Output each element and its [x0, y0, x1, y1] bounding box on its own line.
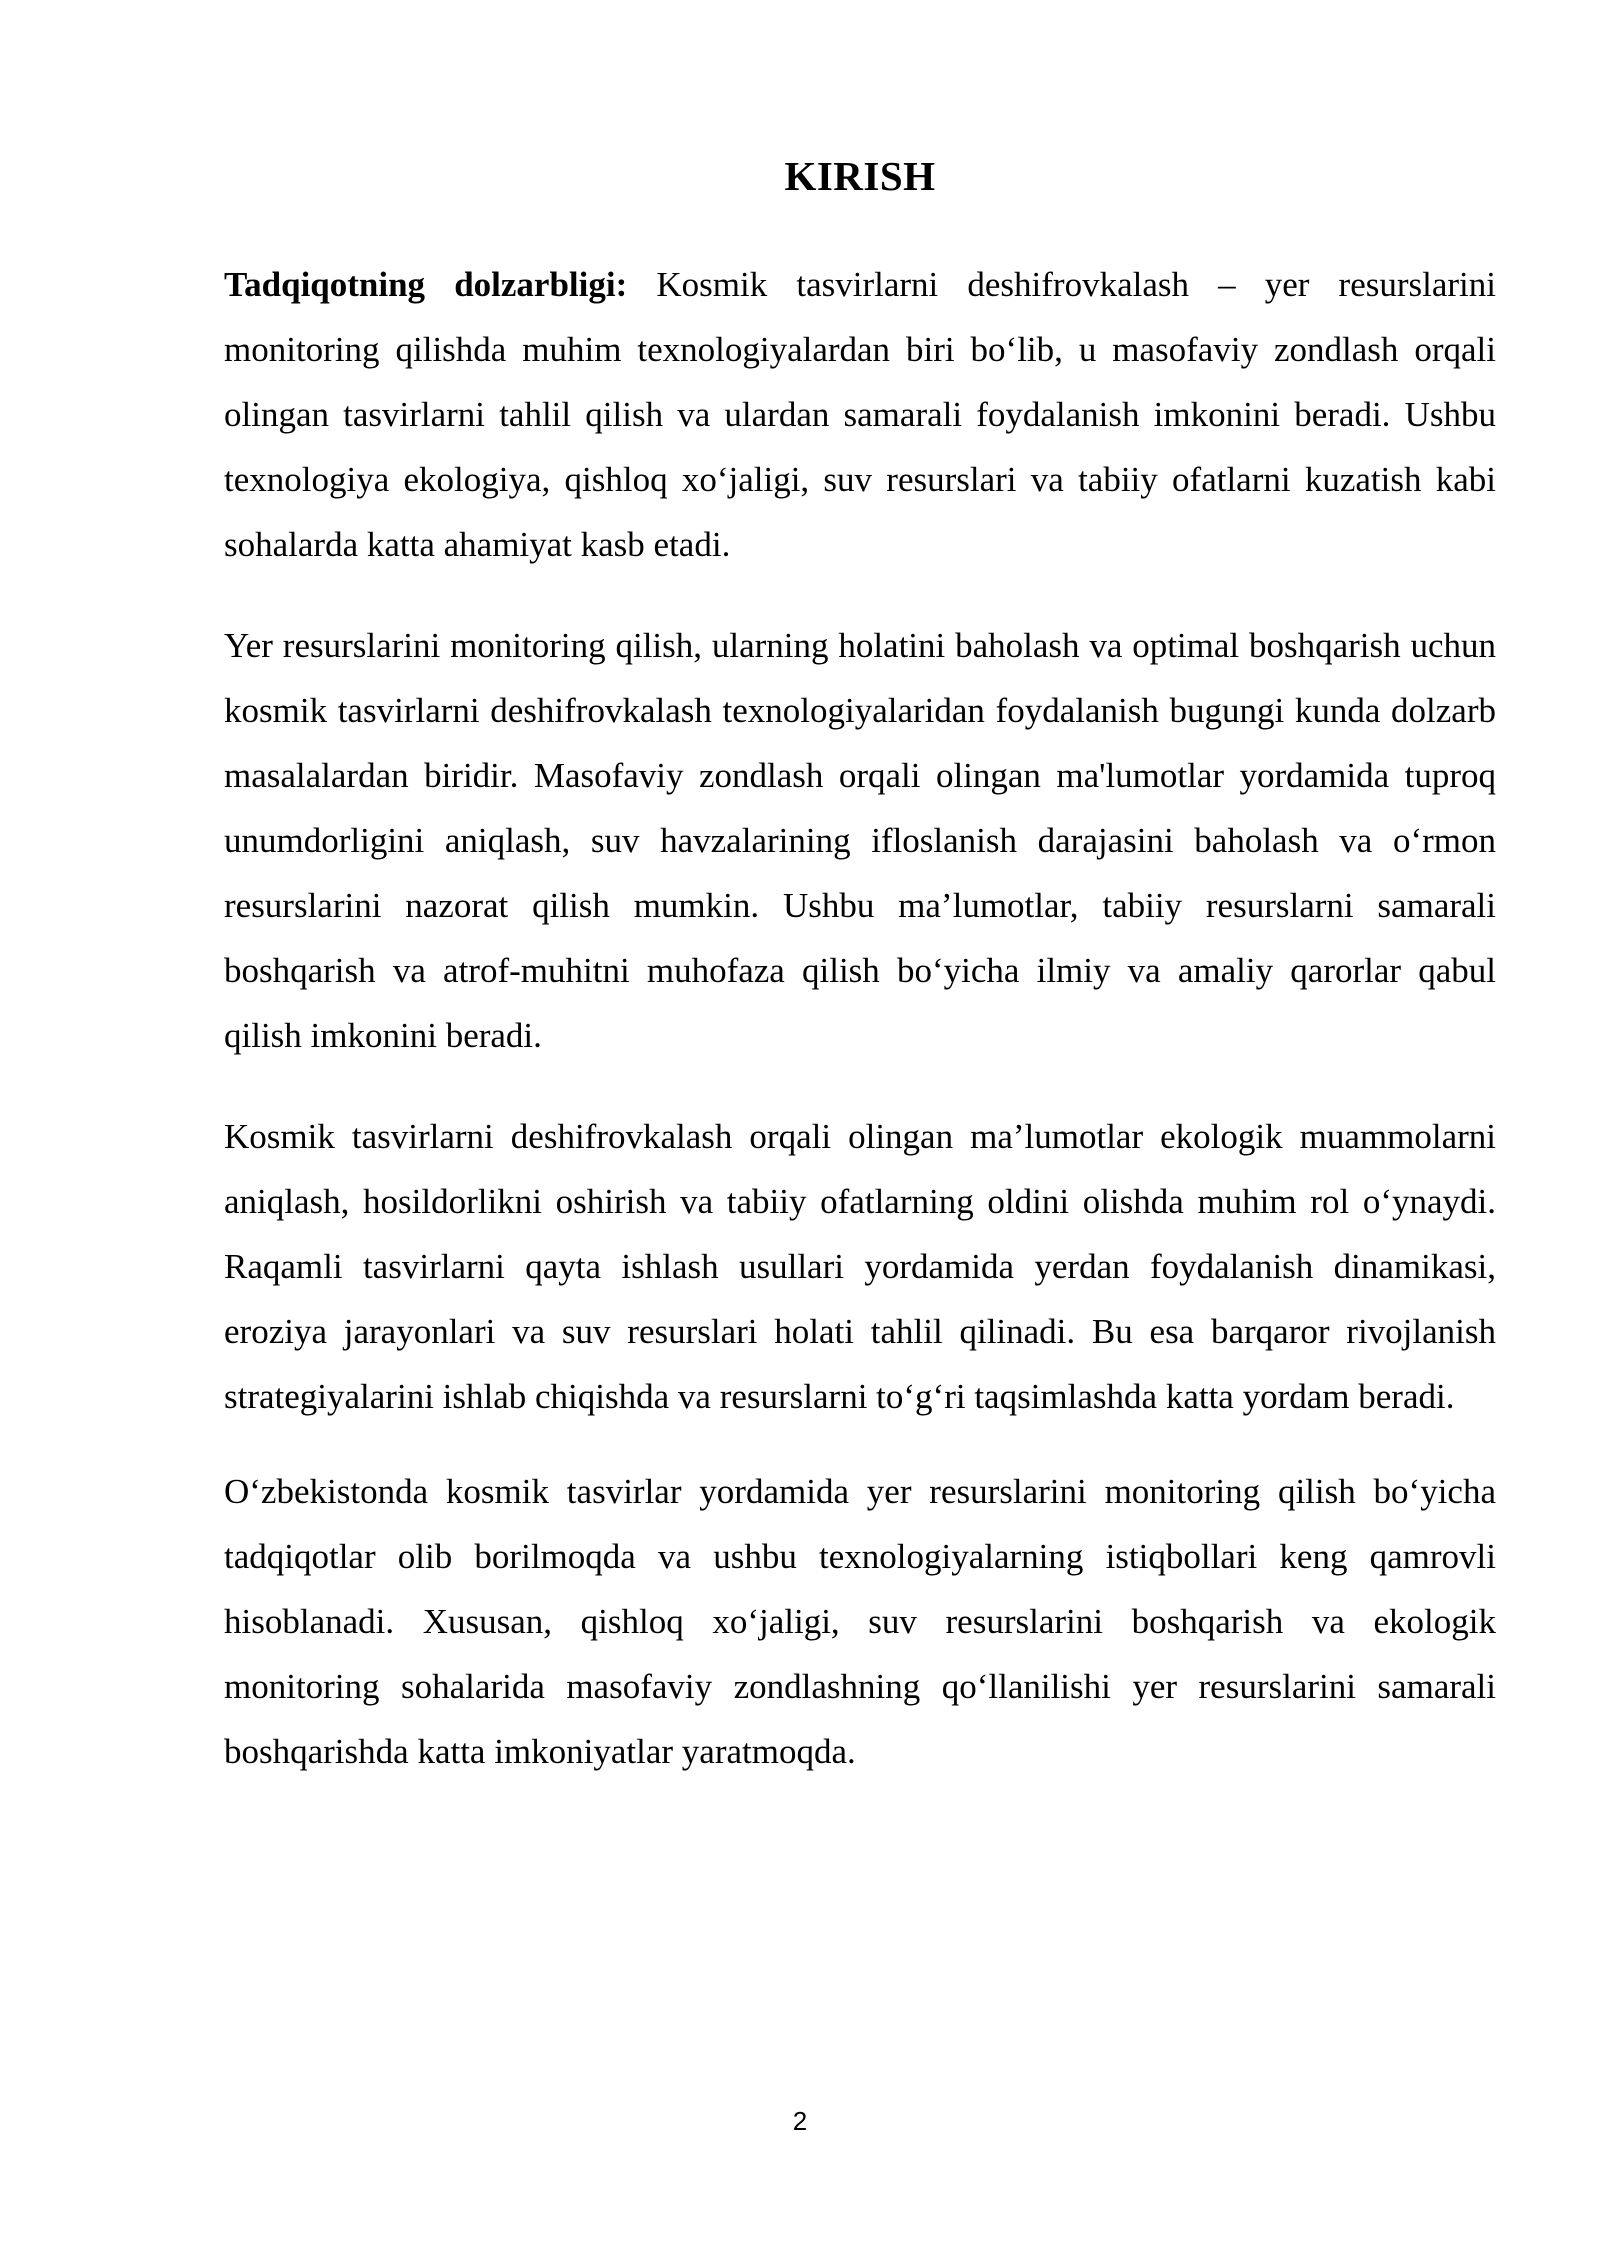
- paragraph-4-text: O‘zbekistonda kosmik tasvirlar yordamida yer resurslarini monitoring qilish bo‘yicha tadqiqotlar olib borilmoqda va ushbu texnologiyalarning istiqbollari keng qamrovli hisoblanadi. Xususan, qishloq xo‘jaligi, suv resurslarini boshqarish va ekologik monitoring sohalarida masofaviy zondlashning qo‘llanilishi yer resurslarini samarali boshqarishda katta imkoniyatlar yaratmoqda.: [224, 1472, 1496, 1771]
- paragraph-1: [224, 252, 1496, 577]
- paragraph-1-lead-label: Tadqiqotning dolzarbligi:: [224, 265, 628, 304]
- paragraph-4: [224, 1459, 1496, 1784]
- page-number: 2: [792, 2106, 808, 2136]
- paragraph-1-text: Kosmik tasvirlarni deshifrovkalash – yer resurslarini monitoring qilishda muhim texnologiyalardan biri bo‘lib, u masofaviy zondlash orqali olingan tasvirlarni tahlil qilish va ulardan samarali foydalanish imkonini beradi. Ushbu texnologiya ekologiya, qishloq xo‘jaligi, suv resurslari va tabiiy ofatlarni kuzatish kabi sohalarda katta ahamiyat kasb etadi.: [224, 265, 1496, 564]
- paragraph-2: [224, 613, 1496, 1068]
- paragraph-3: [224, 1104, 1496, 1429]
- paragraph-2-text: Yer resurslarini monitoring qilish, ularning holatini baholash va optimal boshqarish uchun kosmik tasvirlarni deshifrovkalash texnologiyalaridan foydalanish bugungi kunda dolzarb masalalardan biridir. Masofaviy zondlash orqali olingan ma'lumotlar yordamida tuproq unumdorligini aniqlash, suv havzalarining ifloslanish darajasini baholash va o‘rmon resurslarini nazorat qilish mumkin. Ushbu ma’lumotlar, tabiiy resurslarni samarali boshqarish va atrof-muhitni muhofaza qilish bo‘yicha ilmiy va amaliy qarorlar qabul qilish imkonini beradi.: [224, 626, 1496, 1055]
- document-body: [224, 0, 1496, 1784]
- page-title: KIRISH: [784, 153, 936, 199]
- paragraph-3-text: Kosmik tasvirlarni deshifrovkalash orqali olingan ma’lumotlar ekologik muammolarni aniqlash, hosildorlikni oshirish va tabiiy ofatlarning oldini olishda muhim rol o‘ynaydi. Raqamli tasvirlarni qayta ishlash usullari yordamida yerdan foydalanish dinamikasi, eroziya jarayonlari va suv resurslari holati tahlil qilinadi. Bu esa barqaror rivojlanish strategiyalarini ishlab chiqishda va resurslarni to‘g‘ri taqsimlashda katta yordam beradi.: [224, 1117, 1496, 1416]
